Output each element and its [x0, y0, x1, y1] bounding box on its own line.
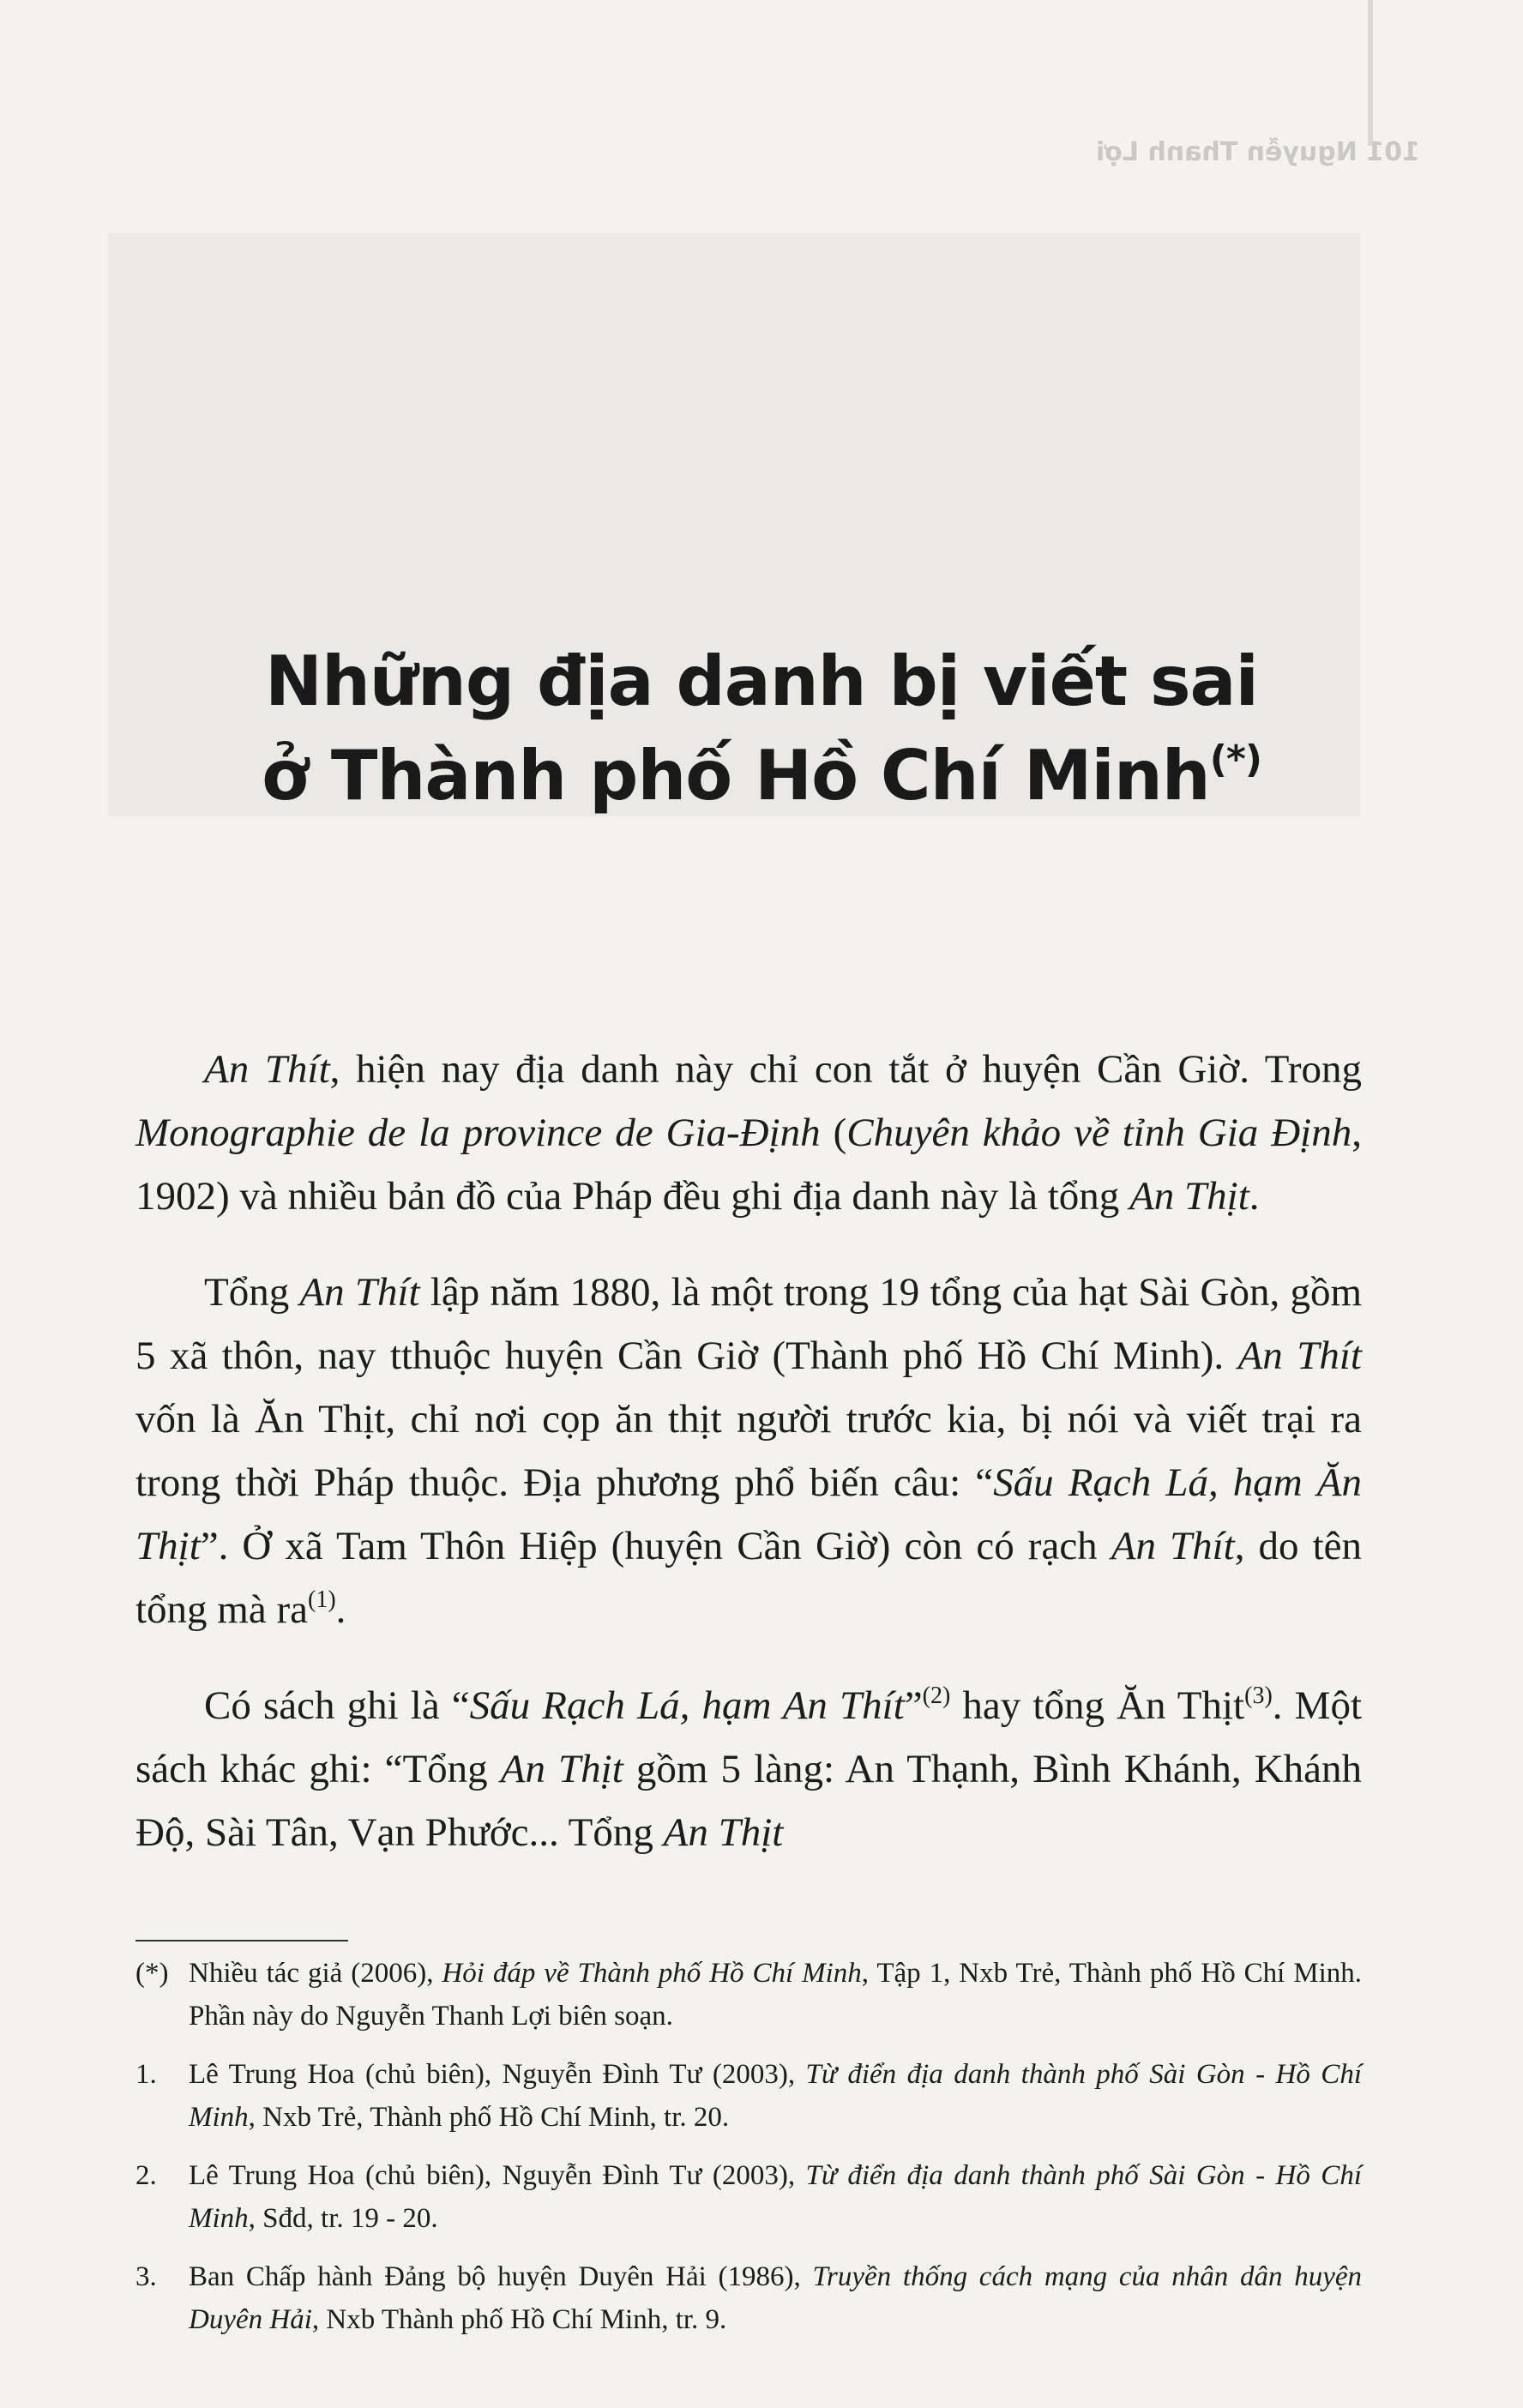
- paragraph-1: [135, 1038, 1362, 1228]
- footnote-ref: (2): [922, 1683, 951, 1709]
- title-line-1: Những địa danh bị viết sai: [265, 641, 1258, 721]
- text: gồm 5 làng: An Thạnh, Bình Khánh, Khánh Độ, Sài Tân, Vạn Phước... Tổng: [135, 1747, 1363, 1855]
- text: .: [335, 1587, 346, 1632]
- italic-term: Sấu Rạch Lá, hạm An Thít: [469, 1683, 905, 1728]
- chapter-title: [0, 635, 1523, 823]
- footnote-number: 3.: [135, 2261, 157, 2292]
- running-header-bleed: 101 Nguyễn Thanh Lợi: [1096, 137, 1420, 167]
- text: lập năm 1880, là một trong 19 tổng của hạt Sài Gòn, gồm 5 xã thôn, nay tthuộc huyện Cần Giờ (Thành phố Hồ Chí Minh).: [135, 1270, 1363, 1378]
- text: Nhiều tác giả (2006),: [189, 1958, 442, 1989]
- italic-term: Chuyên khảo về tỉnh Gia Định: [846, 1111, 1352, 1155]
- italic-title: Truyền thống cách mạng của nhân dân huyện Duyên Hải: [189, 2261, 1362, 2335]
- italic-title: Từ điển địa danh thành phố Sài Gòn - Hồ Chí Minh: [189, 2059, 1362, 2133]
- text: ”. Ở xã Tam Thôn Hiệp (huyện Cần Giờ) còn có rạch: [200, 1524, 1111, 1568]
- text: Lê Trung Hoa (chủ biên), Nguyễn Đình Tư (2003),: [189, 2160, 806, 2191]
- text: (: [820, 1111, 847, 1155]
- paragraph-3: [135, 1674, 1362, 1864]
- italic-term: An Thịt: [1129, 1174, 1249, 1219]
- italic-term: Monographie de la province de Gia-Định: [135, 1111, 821, 1155]
- text: hay tổng Ăn Thịt: [950, 1683, 1245, 1728]
- footnote-text: [189, 2255, 1362, 2341]
- title-line-2: [0, 729, 1523, 823]
- title-footnote-marker: (*): [1209, 737, 1261, 781]
- footnote: [135, 2255, 1362, 2341]
- footnote-text: [189, 2154, 1362, 2240]
- text: Tổng: [204, 1270, 300, 1315]
- italic-term: An Thịt: [663, 1810, 784, 1855]
- page-edge: [1368, 0, 1373, 146]
- text: .: [1249, 1174, 1260, 1219]
- text: , Sđd, tr. 19 - 20.: [248, 2203, 438, 2234]
- italic-title: Từ điển địa danh thành phố Sài Gòn - Hồ Chí Minh: [189, 2160, 1362, 2234]
- footnote-rule: [135, 1940, 348, 1941]
- italic-term: Sấu Rạch Lá, hạm Ăn Thịt: [135, 1460, 1362, 1568]
- title-line-2-text: ở Thành phố Hồ Chí Minh: [262, 736, 1210, 816]
- text: Ban Chấp hành Đảng bộ huyện Duyên Hải (1986),: [189, 2261, 813, 2292]
- footnote-number: 2.: [135, 2160, 157, 2191]
- italic-term: An Thịt: [500, 1747, 623, 1791]
- text: vốn là Ăn Thịt, chỉ nơi cọp ăn thịt người trước kia, bị nói và viết trại ra trong thời Pháp thuộc. Địa phương phổ biến câu: “: [135, 1397, 1362, 1505]
- italic-term: An Thít: [1111, 1524, 1235, 1568]
- text: , Nxb Thành phố Hồ Chí Minh, tr. 9.: [311, 2304, 727, 2335]
- footnote-number: 1.: [135, 2059, 157, 2090]
- footnote: [135, 1952, 1362, 2038]
- text: , 1902) và nhiều bản đồ của Pháp đều ghi địa danh này là tổng: [135, 1111, 1362, 1219]
- text: Có sách ghi là “: [204, 1683, 470, 1728]
- text: , do tên tổng mà ra: [135, 1524, 1363, 1632]
- body-text: [135, 1038, 1362, 1897]
- text: , Tập 1, Nxb Trẻ, Thành phố Hồ Chí Minh. Phần này do Nguyễn Thanh Lợi biên soạn.: [189, 1958, 1363, 2032]
- footnote: [135, 2154, 1362, 2240]
- paragraph-2: [135, 1261, 1362, 1641]
- footnote-text: [189, 2053, 1362, 2139]
- italic-title: Hỏi đáp về Thành phố Hồ Chí Minh: [442, 1958, 862, 1989]
- footnote-number: (*): [135, 1958, 169, 1989]
- footnote-ref: (1): [308, 1586, 336, 1613]
- text: , hiện nay địa danh này chỉ con tắt ở huyện Cần Giờ. Trong: [329, 1047, 1362, 1092]
- footnotes: [135, 1952, 1362, 2357]
- italic-term: An Thít: [299, 1270, 420, 1315]
- footnote-text: [189, 1952, 1362, 2038]
- text: , Nxb Trẻ, Thành phố Hồ Chí Minh, tr. 20.: [248, 2102, 730, 2133]
- italic-term: An Thít: [1237, 1333, 1362, 1378]
- text: . Một sách khác ghi: “Tổng: [135, 1683, 1362, 1791]
- text: Lê Trung Hoa (chủ biên), Nguyễn Đình Tư (2003),: [189, 2059, 806, 2090]
- footnote-ref: (3): [1244, 1683, 1273, 1709]
- text: ”: [904, 1683, 923, 1728]
- footnote: [135, 2053, 1362, 2139]
- italic-term: An Thít: [204, 1047, 330, 1092]
